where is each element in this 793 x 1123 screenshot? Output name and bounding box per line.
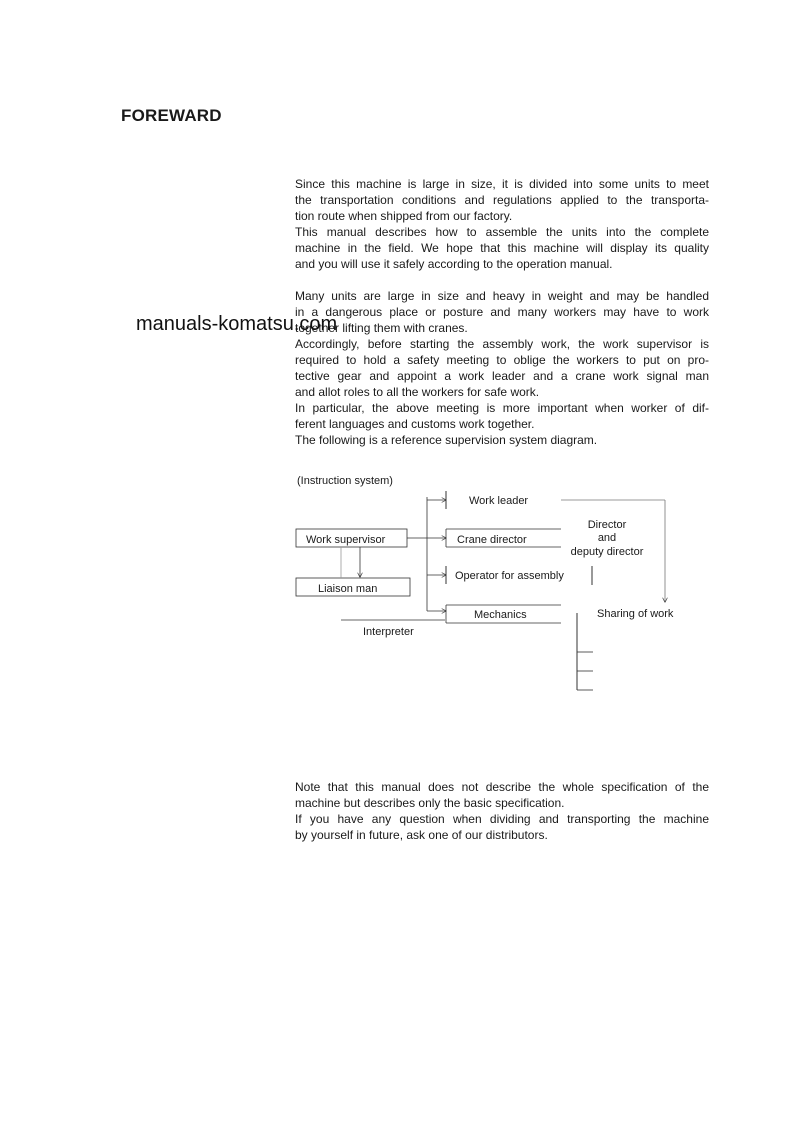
paragraph-line: If you have any question when dividing and transporting the machine (295, 812, 709, 826)
paragraph-line: This manual describes how to assemble the units into the complete (295, 225, 709, 239)
paragraph-line: in a dangerous place or posture and many workers may have to work (295, 305, 709, 319)
paragraph-line: ferent languages and customs work together. (295, 417, 535, 431)
sharing-of-work-label: Sharing of work (597, 608, 674, 620)
paragraph-line: machine but describes only the basic specification. (295, 796, 565, 810)
paragraph-line: In particular, the above meeting is more important when worker of dif- (295, 401, 709, 415)
director-label-line3: deputy director (570, 546, 644, 558)
watermark: manuals-komatsu.com (136, 313, 338, 335)
paragraph-line: and you will use it safely according to the operation manual. (295, 257, 613, 271)
interpreter-label: Interpreter (363, 626, 414, 638)
director-label-line2: and (597, 532, 617, 544)
paragraph-line: together lifting them with cranes. (295, 321, 468, 335)
mechanics-label: Mechanics (474, 609, 527, 621)
paragraph-line: The following is a reference supervision system diagram. (295, 433, 598, 447)
paragraph-line: the transportation conditions and regulations applied to the transporta- (295, 193, 709, 207)
work-supervisor-label: Work supervisor (306, 534, 386, 546)
paragraph-line: required to hold a safety meeting to oblige the workers to put on pro- (295, 353, 709, 367)
note-paragraph (295, 779, 709, 843)
crane-director-label: Crane director (457, 534, 527, 546)
paragraph-line: Since this machine is large in size, it is divided into some units to meet (295, 177, 709, 191)
diagram-caption: (Instruction system) (297, 475, 393, 487)
paragraph-line: Note that this manual does not describe the whole specification of the (295, 780, 709, 794)
paragraph-line: Many units are large in size and heavy in weight and may be handled (295, 289, 709, 303)
page-title: FOREWARD (121, 106, 222, 125)
paragraph-line: tion route when shipped from our factory. (295, 209, 513, 223)
operator-label: Operator for assembly (455, 570, 564, 582)
paragraph-line: Accordingly, before starting the assembly work, the work supervisor is (295, 337, 709, 351)
paragraph-line: and allot roles to all the workers for safe work. (295, 385, 540, 399)
paragraph-line: tective gear and appoint a work leader and a crane work signal man (295, 369, 709, 383)
liaison-man-label: Liaison man (318, 583, 378, 595)
director-label-line1: Director (587, 519, 627, 531)
paragraph-line: machine in the field. We hope that this machine will display its quality (295, 241, 709, 255)
work-leader-label: Work leader (469, 495, 529, 507)
paragraph-line: by yourself in future, ask one of our distributors. (295, 828, 548, 842)
